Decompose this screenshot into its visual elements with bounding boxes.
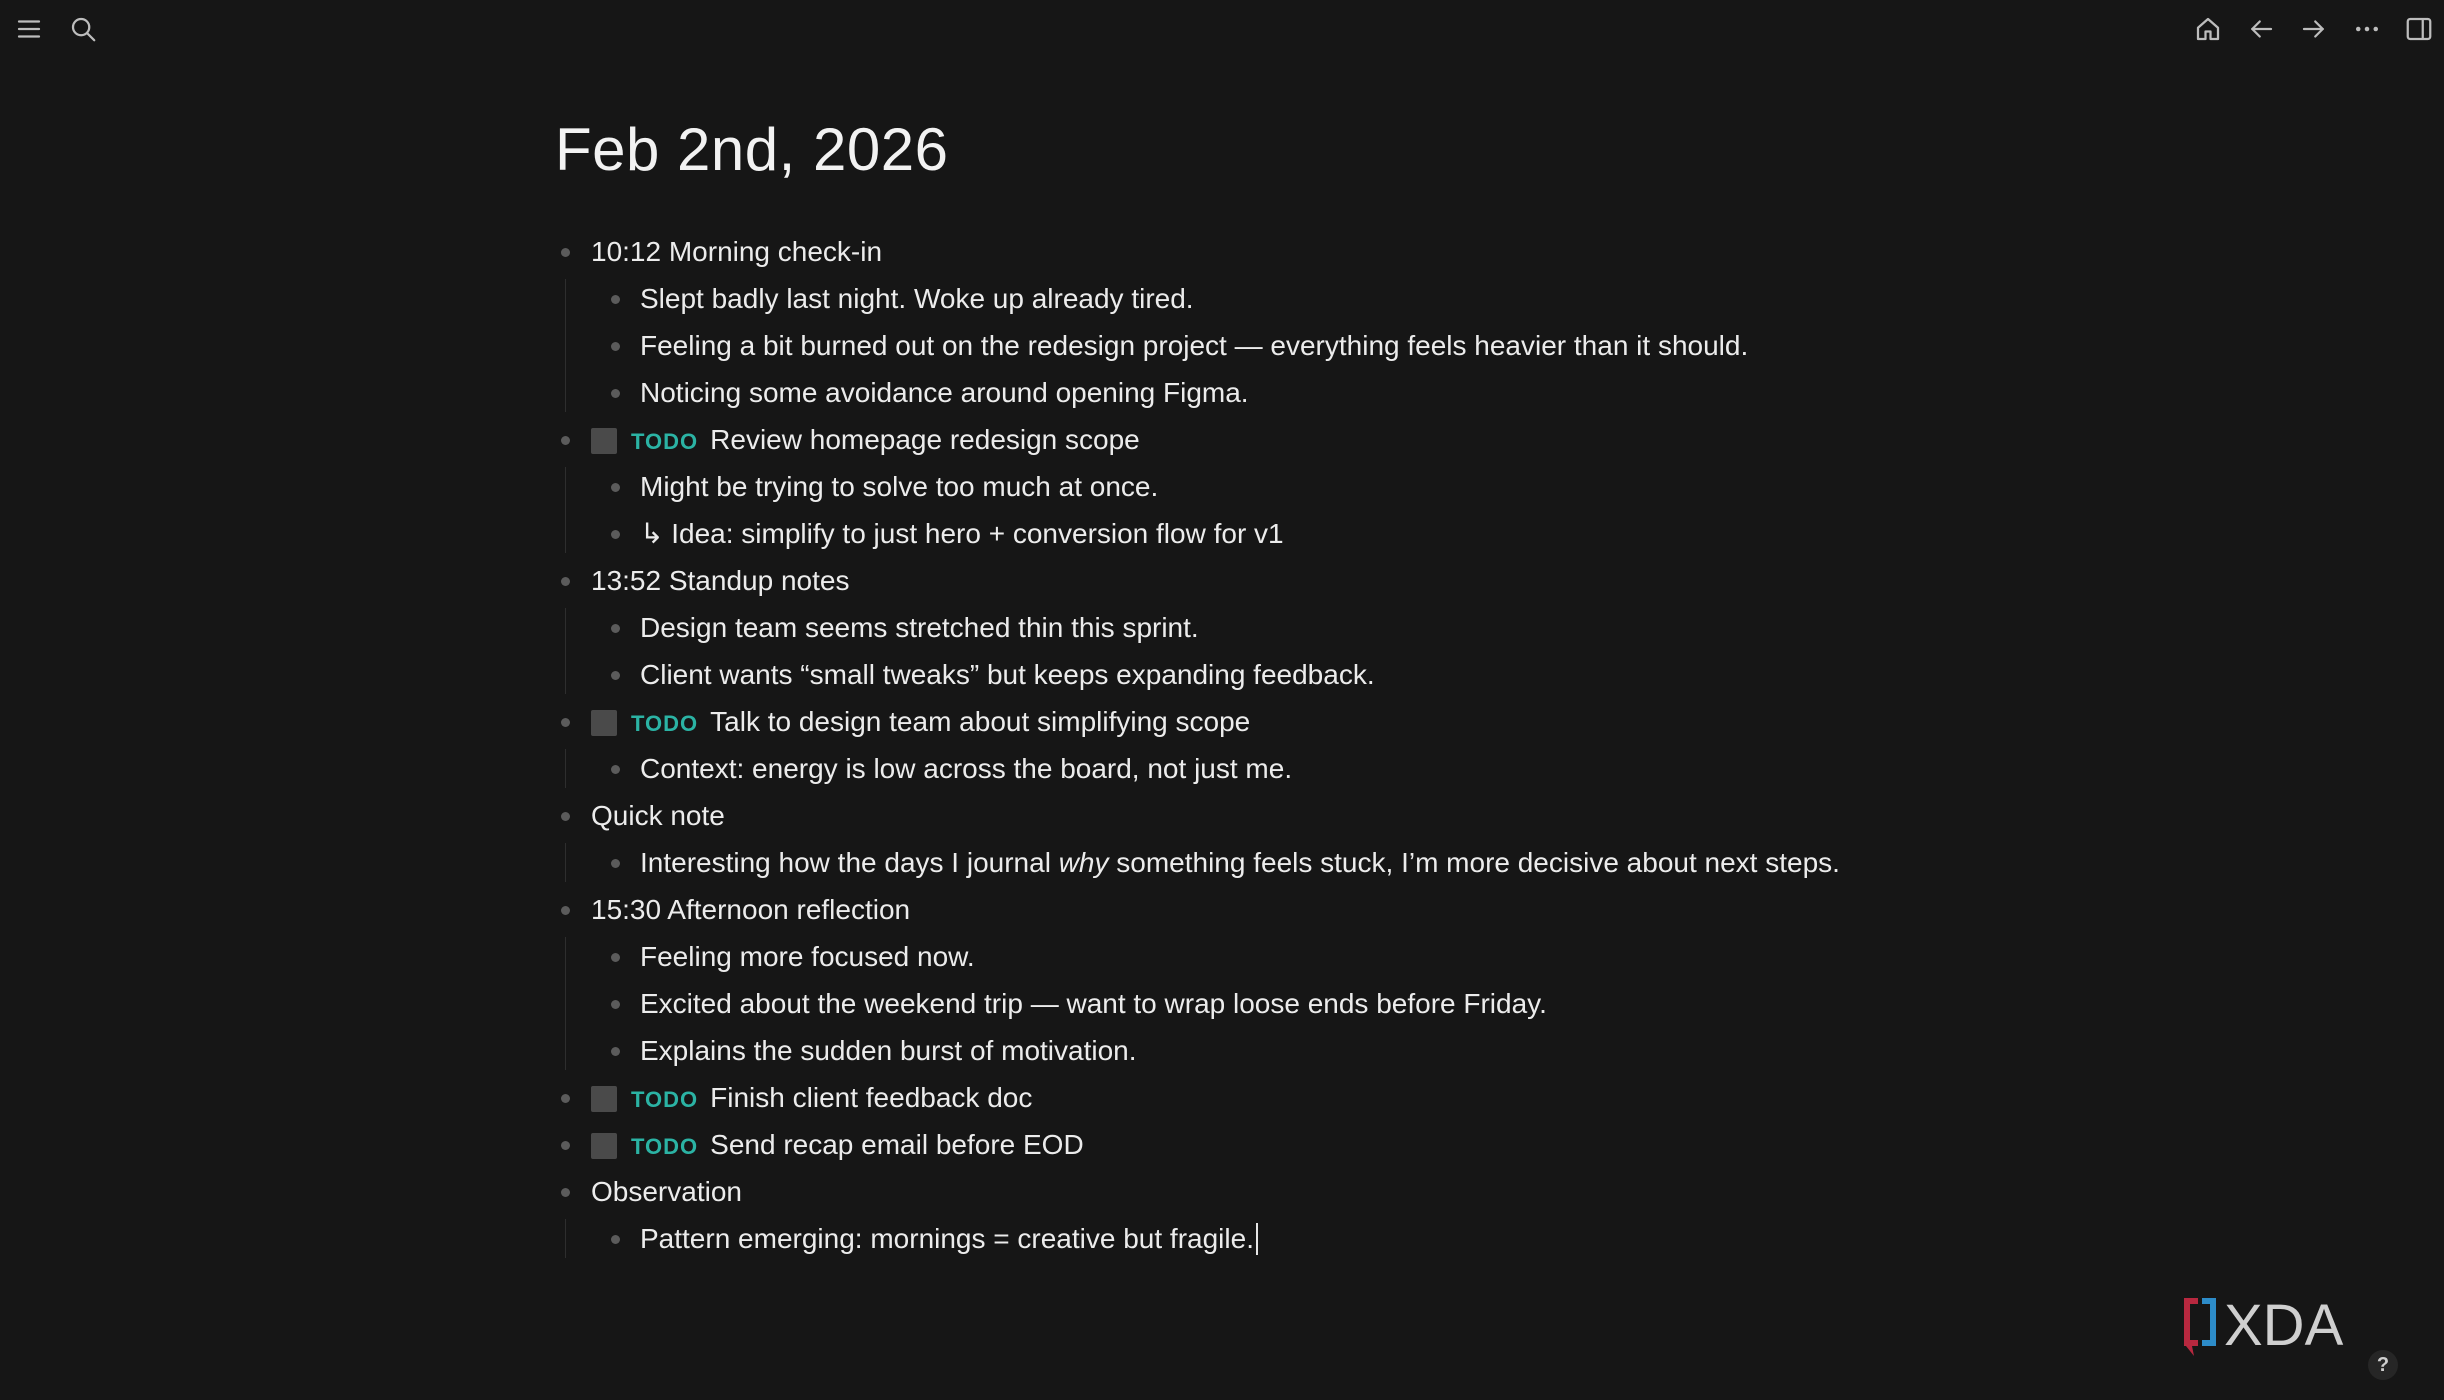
outline-block	[555, 1121, 1955, 1168]
block-row[interactable]	[555, 1121, 1955, 1168]
sidebar-toggle-icon[interactable]	[2400, 10, 2438, 48]
block-row[interactable]	[555, 1074, 1955, 1121]
xda-logo-text: XDA	[2224, 1293, 2344, 1358]
arrow-right-icon[interactable]	[2295, 10, 2333, 48]
block-row[interactable]	[555, 698, 1955, 745]
block-text[interactable]: Client wants “small tweaks” but keeps expanding feedback.	[640, 659, 1375, 690]
bullet-dot[interactable]	[611, 671, 620, 680]
block-text[interactable]: Finish client feedback doc	[710, 1082, 1033, 1113]
todo-marker: TODO	[631, 711, 699, 736]
child-block-row[interactable]	[555, 651, 1955, 698]
block-text[interactable]: 13:52 Standup notes	[591, 565, 850, 596]
todo-marker: TODO	[631, 1087, 699, 1112]
home-icon[interactable]	[2189, 10, 2227, 48]
bullet-dot[interactable]	[611, 342, 620, 351]
bullet-dot[interactable]	[561, 1094, 570, 1103]
top-toolbar	[0, 0, 2444, 56]
block-text[interactable]: Context: energy is low across the board, not just me.	[640, 753, 1293, 784]
block-row[interactable]	[555, 416, 1955, 463]
child-blocks	[555, 604, 1955, 698]
child-blocks	[555, 745, 1955, 792]
block-text[interactable]: ↳ Idea: simplify to just hero + conversion flow for v1	[640, 518, 1284, 549]
todo-checkbox[interactable]	[591, 710, 617, 736]
child-blocks	[555, 839, 1955, 886]
block-text[interactable]: Send recap email before EOD	[710, 1129, 1084, 1160]
help-button[interactable]: ?	[2368, 1350, 2398, 1380]
bullet-dot[interactable]	[561, 718, 570, 727]
block-row[interactable]	[555, 792, 1955, 839]
block-text[interactable]: Noticing some avoidance around opening Figma.	[640, 377, 1249, 408]
child-block-row[interactable]	[555, 369, 1955, 416]
todo-checkbox[interactable]	[591, 428, 617, 454]
bullet-dot[interactable]	[611, 1235, 620, 1244]
block-text-italic: why	[1058, 847, 1109, 878]
block-text[interactable]: Feeling more focused now.	[640, 941, 975, 972]
text-cursor	[1256, 1223, 1258, 1255]
bullet-dot[interactable]	[611, 389, 620, 398]
todo-checkbox[interactable]	[591, 1086, 617, 1112]
child-block-row[interactable]	[555, 745, 1955, 792]
child-block-row[interactable]	[555, 463, 1955, 510]
bullet-dot[interactable]	[561, 1188, 570, 1197]
block-text[interactable]: Excited about the weekend trip — want to wrap loose ends before Friday.	[640, 988, 1547, 1019]
bullet-dot[interactable]	[561, 248, 570, 257]
bullet-dot[interactable]	[611, 953, 620, 962]
bullet-dot[interactable]	[611, 1000, 620, 1009]
child-block-row[interactable]	[555, 1027, 1955, 1074]
block-row[interactable]	[555, 886, 1955, 933]
child-block-row[interactable]	[555, 510, 1955, 557]
todo-marker: TODO	[631, 1134, 699, 1159]
todo-marker: TODO	[631, 429, 699, 454]
outline-block	[555, 1074, 1955, 1121]
journal-page	[555, 100, 1955, 1254]
child-block-row[interactable]	[555, 604, 1955, 651]
page-title[interactable]: Feb 2nd, 2026	[555, 116, 949, 183]
child-block-row[interactable]	[555, 322, 1955, 369]
arrow-left-icon[interactable]	[2242, 10, 2280, 48]
bullet-dot[interactable]	[561, 1141, 570, 1150]
block-text[interactable]: Pattern emerging: mornings = creative but fragile.	[640, 1223, 1254, 1254]
block-text[interactable]: 15:30 Afternoon reflection	[591, 894, 911, 925]
block-text: Interesting how the days I journal	[640, 847, 1059, 878]
block-text[interactable]: Slept badly last night. Woke up already tired.	[640, 283, 1194, 314]
block-text[interactable]: 10:12 Morning check-in	[591, 236, 883, 267]
outline-block	[555, 886, 1955, 1074]
block-text[interactable]: Explains the sudden burst of motivation.	[640, 1035, 1137, 1066]
block-text[interactable]: Design team seems stretched thin this sprint.	[640, 612, 1199, 643]
todo-checkbox[interactable]	[591, 1133, 617, 1159]
child-blocks	[555, 1215, 1955, 1262]
child-block-row[interactable]	[555, 839, 1955, 886]
search-icon[interactable]	[64, 10, 102, 48]
bullet-dot[interactable]	[611, 530, 620, 539]
outline-block	[555, 792, 1955, 886]
block-row[interactable]	[555, 228, 1955, 275]
block-text[interactable]: Talk to design team about simplifying scope	[710, 706, 1251, 737]
bullet-dot[interactable]	[561, 577, 570, 586]
bullet-dot[interactable]	[561, 436, 570, 445]
block-text: something feels stuck, I’m more decisive about next steps.	[1108, 847, 1840, 878]
child-block-row[interactable]	[555, 275, 1955, 322]
child-blocks	[555, 463, 1955, 557]
block-row[interactable]	[555, 1168, 1955, 1215]
outline-block	[555, 557, 1955, 698]
bullet-dot[interactable]	[561, 812, 570, 821]
block-text[interactable]: Observation	[591, 1176, 742, 1207]
bullet-dot[interactable]	[611, 765, 620, 774]
block-text[interactable]: Quick note	[591, 800, 725, 831]
block-text[interactable]: Review homepage redesign scope	[710, 424, 1140, 455]
child-block-row[interactable]	[555, 1215, 1955, 1262]
child-block-row[interactable]	[555, 980, 1955, 1027]
outline-block	[555, 416, 1955, 557]
menu-icon[interactable]	[10, 10, 48, 48]
bullet-dot[interactable]	[611, 624, 620, 633]
bullet-dot[interactable]	[611, 1047, 620, 1056]
block-list	[555, 228, 1955, 1262]
outline-block	[555, 228, 1955, 416]
block-text[interactable]: Might be trying to solve too much at once.	[640, 471, 1159, 502]
child-block-row[interactable]	[555, 933, 1955, 980]
more-horizontal-icon[interactable]	[2348, 10, 2386, 48]
bullet-dot[interactable]	[611, 483, 620, 492]
bullet-dot[interactable]	[561, 906, 570, 915]
outline-block	[555, 698, 1955, 792]
bullet-dot[interactable]	[611, 295, 620, 304]
outline-block	[555, 1168, 1955, 1262]
child-blocks	[555, 933, 1955, 1074]
block-text[interactable]: Feeling a bit burned out on the redesign project — everything feels heavier than it should.	[640, 330, 1749, 361]
bullet-dot[interactable]	[611, 859, 620, 868]
child-blocks	[555, 275, 1955, 416]
block-row[interactable]	[555, 557, 1955, 604]
